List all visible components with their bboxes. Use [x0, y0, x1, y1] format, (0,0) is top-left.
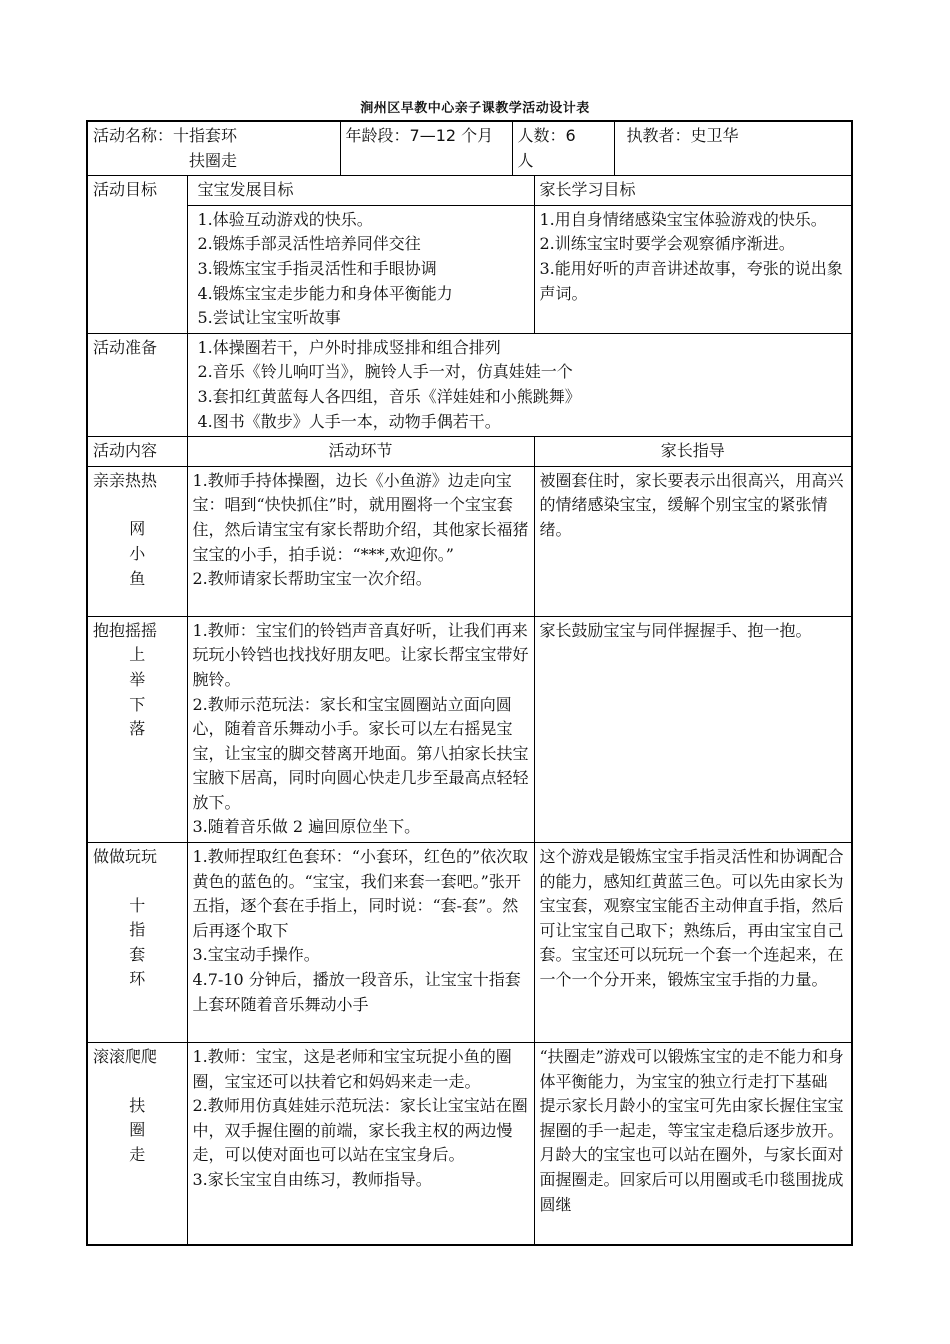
activity-name-cell [87, 121, 340, 176]
count-label: 人数： [517, 126, 566, 145]
count-cell [512, 121, 614, 176]
list-item: 1.体验互动游戏的快乐。 [197, 209, 373, 229]
section-title: 亲亲热热 [93, 470, 158, 490]
prep-list [187, 333, 852, 436]
goals-heading-row [87, 176, 852, 206]
section-guide [534, 616, 852, 842]
section-steps-text: 1.教师手持体操圈，边长《小鱼游》边走向宝宝：唱到“快快抓住”时，就用圈将一个宝宝套住，然后请宝宝有家长帮助介绍，其他家长福猪宝宝的小手，拍手说：“***,欢迎你。” 2.教师请家长帮助宝宝一次介绍。 [192, 470, 529, 589]
teacher-label: 执教者： [626, 126, 691, 145]
section-steps-text: 1.教师捏取红色套环：“小套环，红色的”依次取黄色的蓝色的。“宝宝，我们来套一套吧。”张开五指，逐个套在手指上，同时说：“套-套”。然后再逐个取下 3.宝宝动手操作。 4.7-10 分钟后，播放一段音乐，让宝宝十指套上套环随着音乐舞动小手 [192, 847, 529, 1014]
header-row [87, 121, 852, 176]
parent-goals-list [534, 205, 852, 333]
list-item: 4.图书《散步》人手一本，动物手偶若干。 [197, 411, 501, 431]
section-title: 抱抱摇摇 [93, 620, 158, 640]
list-item: 3.能用好听的声音讲述故事，夸张的说出象声词。 [539, 258, 843, 303]
parent-goals-heading: 家长学习目标 [534, 176, 852, 206]
activity-name-label: 活动名称： [93, 126, 174, 145]
list-item: 2.训练宝宝时要学会观察循序渐进。 [539, 234, 795, 254]
age-label: 年龄段： [345, 126, 410, 145]
section-steps-text: 1.教师：宝宝，这是老师和宝宝玩捉小鱼的圈圈，宝宝还可以扶着它和妈妈来走一走。 2.教师用仿真娃娃示范玩法：家长让宝宝站在圈中，双手握住圈的前端，家长我主权的两边慢走，可以使对面也可以站在宝宝身后。 3.家长宝宝自由练习，教师指导。 [192, 1047, 528, 1190]
section-row [87, 466, 852, 616]
section-subtitle: 上 举 下 落 [129, 645, 146, 739]
baby-goals-list [187, 205, 534, 333]
section-title-cell [87, 616, 187, 842]
teacher-cell [614, 121, 852, 176]
content-label: 活动内容 [87, 437, 187, 467]
guide-heading: 家长指导 [534, 437, 852, 467]
page-title: 涧州区早教中心亲子课教学活动设计表 [360, 101, 590, 116]
activity-name-value: 十指套环 [173, 126, 238, 145]
section-guide-text: 这个游戏是锻炼宝宝手指灵活性和协调配合的能力，感知红黄蓝三色。可以先由家长为宝宝套，观察宝宝能否主动伸直手指，然后可让宝宝自己取下；熟练后，再由宝宝自己套。宝宝还可以玩玩一个套一个连起来，在一个一个分开来，锻炼宝宝手指的力量。 [539, 847, 844, 990]
list-item: 3.套扣红黄蓝每人各四组，音乐《洋娃娃和小熊跳舞》 [197, 386, 581, 406]
activity-table [86, 120, 853, 1246]
section-title: 滚滚爬爬 [93, 1047, 158, 1067]
list-item: 1.体操圈若干，户外时排成竖排和组合排列 [197, 337, 501, 357]
section-title: 做做玩玩 [93, 847, 158, 867]
section-guide [534, 1043, 852, 1245]
section-guide-text: “扶圈走”游戏可以锻炼宝宝的走不能力和身体平衡能力，为宝宝的独立行走打下基础 提示家长月龄小的宝宝可先由家长握住宝宝握圈的手一起走，等宝宝走稳后逐步放开。月龄大的宝宝也可以站在圈外，与家长面对面握圈走。回家后可以用圈或毛巾毯围拢成圆继 [539, 1047, 844, 1214]
section-row [87, 616, 852, 842]
section-guide [534, 466, 852, 616]
teacher-value: 史卫华 [690, 126, 739, 145]
section-steps [187, 466, 534, 616]
steps-heading: 活动环节 [187, 437, 534, 467]
content-header-row [87, 437, 852, 467]
section-guide-text: 被圈套住时，家长要表示出很高兴，用高兴的情绪感染宝宝，缓解个别宝宝的紧张情绪。 [539, 470, 844, 539]
count-value: 6 [565, 126, 576, 145]
goals-label: 活动目标 [87, 176, 187, 334]
list-item: 1.用自身情绪感染宝宝体验游戏的快乐。 [539, 209, 827, 229]
section-row [87, 843, 852, 1043]
prep-row [87, 333, 852, 436]
section-guide-text: 家长鼓励宝宝与同伴握握手、抱一抱。 [539, 620, 812, 640]
list-item: 2.锻炼手部灵活性培养同伴交往 [197, 234, 421, 254]
goals-row [87, 205, 852, 333]
section-steps-text: 1.教师：宝宝们的铃铛声音真好听，让我们再来玩玩小铃铛也找找好朋友吧。让家长帮宝宝带好腕铃。 2.教师示范玩法：家长和宝宝圆圈站立面向圆心，随着音乐舞动小手。家长可以左右摇晃宝宝，让宝宝的脚交替离开地面。第八拍家长扶宝宝腋下居高，同时向圆心快走几步至最高点轻轻放下。 3.随着音乐做 2 遍回原位坐下。 [192, 620, 529, 837]
section-subtitle: 网 小 鱼 [129, 519, 146, 588]
section-subtitle: 十 指 套 环 [129, 895, 146, 989]
section-title-cell [87, 843, 187, 1043]
list-item: 4.锻炼宝宝走步能力和身体平衡能力 [197, 283, 453, 303]
section-subtitle: 扶 圈 走 [129, 1095, 146, 1164]
age-value: 7—12 个月 [409, 126, 494, 145]
section-title-cell [87, 466, 187, 616]
age-cell [340, 121, 512, 176]
section-guide [534, 843, 852, 1043]
prep-label: 活动准备 [87, 333, 187, 436]
baby-goals-heading: 宝宝发展目标 [187, 176, 534, 206]
section-steps [187, 843, 534, 1043]
list-item: 2.音乐《铃儿响叮当》，腕铃人手一对，仿真娃娃一个 [197, 362, 573, 382]
section-row [87, 1043, 852, 1245]
list-item: 5.尝试让宝宝听故事 [197, 308, 341, 328]
section-title-cell [87, 1043, 187, 1245]
activity-name-value-2: 扶圈走 [189, 150, 238, 170]
count-unit: 人 [517, 150, 534, 170]
section-steps [187, 616, 534, 842]
section-steps [187, 1043, 534, 1245]
list-item: 3.锻炼宝宝手指灵活性和手眼协调 [197, 258, 437, 278]
